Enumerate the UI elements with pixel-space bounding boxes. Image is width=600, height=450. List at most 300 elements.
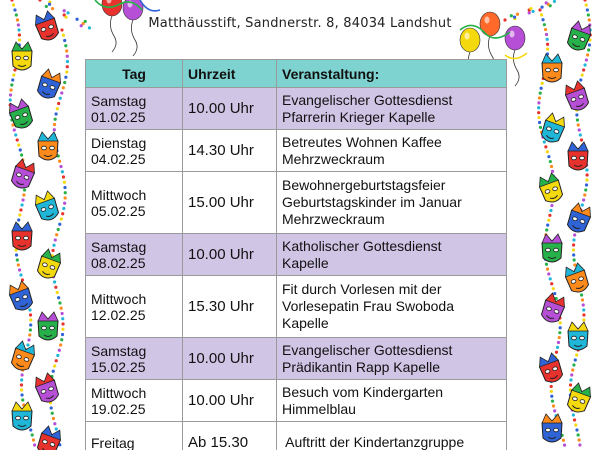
confetti-bead	[549, 209, 552, 212]
confetti-bead	[581, 203, 584, 206]
carnival-mask-icon	[35, 248, 63, 281]
confetti-bead	[558, 336, 561, 339]
confetti-bead	[569, 383, 572, 386]
carnival-mask-icon	[562, 80, 590, 113]
confetti-bead	[11, 78, 14, 81]
confetti-bead	[572, 248, 575, 251]
carnival-mask-icon	[568, 322, 588, 350]
event-line: Mehrzweckraum	[282, 211, 385, 227]
confetti-bead	[541, 82, 544, 85]
confetti-bead	[57, 228, 60, 231]
confetti-bead	[581, 298, 584, 301]
confetti-bead	[63, 202, 66, 205]
confetti-bead	[573, 418, 576, 421]
confetti-bead	[550, 395, 553, 398]
cell-day	[86, 88, 183, 130]
confetti-bead	[570, 373, 573, 376]
confetti-bead	[60, 217, 63, 220]
carnival-mask-icon	[568, 142, 588, 170]
carnival-mask-icon	[6, 98, 34, 131]
date-label: 04.02.25	[91, 150, 146, 167]
cell-event	[277, 380, 507, 422]
confetti-bead	[17, 263, 20, 266]
confetti-bead	[19, 273, 22, 276]
date-label: 05.02.25	[91, 202, 146, 219]
confetti-bead	[545, 228, 548, 231]
confetti-bead	[52, 244, 55, 247]
cell-time: 10.00 Uhr	[183, 88, 277, 130]
confetti-bead	[65, 49, 68, 52]
confetti-bead	[559, 326, 562, 329]
confetti-bead	[577, 433, 580, 436]
confetti-bead	[62, 175, 65, 178]
cell-time: 15.00 Uhr	[183, 172, 277, 234]
confetti-bead	[13, 128, 16, 131]
confetti-bead	[557, 341, 560, 344]
confetti-bead	[547, 272, 550, 275]
confetti-bead	[574, 358, 577, 361]
confetti-bead	[28, 308, 31, 311]
confetti-bead	[20, 203, 23, 206]
confetti-bead	[22, 193, 25, 196]
confetti-bead	[582, 198, 585, 201]
confetti-bead	[9, 98, 12, 101]
carnival-mask-icon	[565, 202, 593, 235]
confetti-bead	[537, 106, 540, 109]
confetti-bead	[585, 178, 588, 181]
confetti-bead	[17, 143, 20, 146]
carnival-mask-icon	[12, 42, 32, 70]
event-line: Pfarrerin Krieger Kapelle	[282, 108, 436, 125]
cell-time: 14.30 Uhr	[183, 130, 277, 172]
carnival-mask-icon	[32, 372, 60, 405]
carnival-mask-icon	[562, 262, 590, 295]
confetti-bead	[578, 443, 581, 446]
confetti-bead	[28, 333, 31, 336]
confetti-bead	[60, 307, 63, 310]
confetti-bead	[547, 219, 550, 222]
confetti-bead	[64, 191, 67, 194]
cell-day	[86, 422, 183, 450]
cell-day	[86, 338, 183, 380]
confetti-bead	[582, 308, 585, 311]
confetti-bead	[577, 123, 580, 126]
confetti-bead	[19, 208, 22, 211]
event-line: Kapelle	[282, 254, 329, 271]
confetti-bead	[14, 133, 17, 136]
confetti-bead	[52, 370, 55, 373]
carnival-mask-icon	[32, 190, 60, 223]
event-schedule-table	[85, 59, 507, 450]
carnival-mask-icon	[536, 352, 564, 385]
confetti-bead	[59, 165, 62, 168]
confetti-bead	[51, 249, 54, 252]
confetti-bead	[56, 291, 59, 294]
confetti-bead	[572, 243, 575, 246]
confetti-bead	[580, 293, 583, 296]
carnival-mask-icon	[9, 158, 37, 191]
confetti-bead	[553, 409, 556, 412]
confetti-bead	[55, 233, 58, 236]
date-label: 12.02.25	[91, 306, 146, 323]
confetti-bead	[582, 313, 585, 316]
confetti-bead	[20, 153, 23, 156]
confetti-bead	[32, 438, 35, 441]
confetti-bead	[550, 165, 553, 168]
confetti-bead	[571, 368, 574, 371]
confetti-bead	[548, 214, 551, 217]
date-label: 01.02.25	[91, 108, 146, 125]
event-line: Katholischer Gottesdienst	[282, 237, 442, 254]
cell-time: Ab 15.30	[183, 422, 277, 450]
confetti-bead	[27, 338, 30, 341]
confetti-bead	[576, 118, 579, 121]
weekday-label: Freitag	[91, 434, 135, 450]
confetti-bead	[583, 193, 586, 196]
confetti-bead	[537, 111, 540, 114]
confetti-bead	[550, 390, 553, 393]
cell-event	[277, 130, 507, 172]
cell-event	[277, 172, 507, 234]
confetti-bead	[64, 76, 67, 79]
confetti-bead	[569, 378, 572, 381]
confetti-bead	[584, 188, 587, 191]
confetti-bead	[551, 400, 554, 403]
confetti-bead	[574, 423, 577, 426]
confetti-bead	[23, 188, 26, 191]
confetti-bead	[545, 263, 548, 266]
confetti-bead	[585, 3, 588, 6]
confetti-bead	[538, 8, 541, 11]
confetti-bead	[59, 97, 62, 100]
event-line: Evangelischer Gottesdienst	[282, 91, 453, 108]
confetti-bead	[572, 238, 575, 241]
confetti-bead	[540, 6, 543, 9]
confetti-bead	[33, 443, 36, 446]
carnival-mask-icon	[12, 222, 32, 250]
confetti-bead	[20, 383, 23, 386]
carnival-mask-icon	[536, 172, 564, 205]
confetti-bead	[63, 9, 66, 12]
confetti-bead	[580, 138, 583, 141]
confetti-bead	[60, 338, 63, 341]
confetti-bead	[52, 417, 55, 420]
confetti-bead	[19, 148, 22, 151]
cell-day	[86, 234, 183, 276]
confetti-bead	[64, 44, 67, 47]
confetti-bead	[18, 33, 21, 36]
cell-event	[277, 234, 507, 276]
confetti-bead	[9, 93, 12, 96]
confetti-bead	[558, 331, 561, 334]
date-label: 15.02.25	[91, 358, 146, 375]
confetti-bead	[529, 7, 532, 10]
confetti-bead	[53, 128, 56, 131]
confetti-bead	[546, 268, 549, 271]
confetti-bead	[563, 444, 566, 447]
confetti-bead	[556, 346, 559, 349]
cell-time: 10.00 Uhr	[183, 380, 277, 422]
confetti-bead	[60, 91, 63, 94]
confetti-bead	[54, 118, 57, 121]
confetti-bead	[15, 253, 18, 256]
confetti-bead	[585, 173, 588, 176]
carnival-mask-icon	[38, 312, 58, 340]
venue-address: Matthäusstift, Sandnerstr. 8, 84034 Landshut	[148, 16, 452, 31]
confetti-bead	[575, 428, 578, 431]
confetti-bead	[57, 102, 60, 105]
confetti-bead	[20, 373, 23, 376]
confetti-bead	[61, 333, 64, 336]
confetti-bead	[66, 11, 69, 14]
date-label: 19.02.25	[91, 400, 146, 417]
confetti-bead	[66, 60, 69, 63]
confetti-bead	[575, 353, 578, 356]
confetti-bead	[56, 354, 59, 357]
confetti-bead	[17, 218, 20, 221]
confetti-bead	[545, 33, 548, 36]
confetti-bead	[582, 303, 585, 306]
confetti-bead	[546, 38, 549, 41]
table-row	[86, 338, 507, 380]
confetti-bead	[559, 321, 562, 324]
confetti-bead	[53, 422, 56, 425]
confetti-bead	[53, 364, 56, 367]
confetti-bead	[45, 5, 48, 8]
streamer	[505, 53, 527, 59]
confetti-bead	[54, 238, 57, 241]
confetti-bead	[572, 413, 575, 416]
weekday-label: Samstag	[91, 342, 147, 359]
confetti-bead	[582, 318, 585, 321]
event-line: Geburtstagskinder im Januar	[282, 194, 462, 210]
confetti-bead	[549, 160, 552, 163]
confetti-bead	[53, 280, 56, 283]
confetti-bead	[539, 92, 542, 95]
confetti-bead	[58, 160, 61, 163]
weekday-label: Dienstag	[91, 134, 147, 151]
confetti-bead	[582, 68, 585, 71]
confetti-bead	[38, 0, 41, 2]
confetti-bead	[13, 8, 16, 11]
confetti-bead	[29, 313, 32, 316]
carnival-mask-icon	[539, 112, 567, 145]
confetti-bead	[54, 112, 57, 115]
confetti-bead	[547, 155, 550, 158]
confetti-bead	[540, 87, 543, 90]
confetti-bead	[531, 10, 534, 13]
confetti-bead	[60, 312, 63, 315]
table-row	[86, 380, 507, 422]
confetti-bead	[585, 183, 588, 186]
confetti-bead	[58, 223, 61, 226]
weekday-label: Mittwoch	[91, 186, 147, 203]
confetti-bead	[13, 68, 16, 71]
date-label: 08.02.25	[91, 254, 146, 271]
confetti-bead	[585, 168, 588, 171]
event-line: Evangelischer Gottesdienst	[282, 341, 453, 358]
confetti-bead	[31, 433, 34, 436]
confetti-bead	[572, 253, 575, 256]
event-line: Prädikantin Rapp Kapelle	[282, 358, 440, 375]
confetti-bead	[586, 53, 589, 56]
carnival-mask-icon	[35, 68, 63, 101]
confetti-bead	[9, 88, 12, 91]
confetti-bead	[59, 343, 62, 346]
confetti-bead	[537, 116, 540, 119]
confetti-bead	[578, 438, 581, 441]
confetti-bead	[549, 277, 552, 280]
confetti-bead	[16, 258, 19, 261]
confetti-bead	[546, 224, 549, 227]
confetti-bead	[61, 328, 64, 331]
confetti-bead	[63, 186, 66, 189]
weekday-label: Samstag	[91, 92, 147, 109]
confetti-bead	[18, 38, 21, 41]
confetti-bead	[545, 1, 548, 4]
confetti-bead	[546, 48, 549, 51]
cell-time: 10.00 Uhr	[183, 234, 277, 276]
event-line: Besuch vom Kindergarten	[282, 383, 444, 400]
confetti-bead	[586, 8, 589, 11]
confetti-bead	[26, 343, 29, 346]
table-row	[86, 422, 507, 450]
confetti-bead	[538, 121, 541, 124]
weekday-label: Mittwoch	[91, 384, 147, 401]
column-header-time: Uhrzeit	[183, 60, 277, 88]
confetti-bead	[29, 323, 32, 326]
confetti-bead	[588, 43, 591, 46]
carnival-mask-icon	[12, 402, 32, 430]
confetti-bead	[64, 196, 67, 199]
confetti-bead	[583, 0, 586, 2]
confetti-bead	[63, 39, 66, 42]
carnival-mask-icon	[565, 382, 593, 415]
confetti-bead	[552, 404, 555, 407]
weekday-label: Samstag	[91, 238, 147, 255]
confetti-bead	[539, 126, 542, 129]
confetti-bead	[553, 0, 556, 3]
confetti-bead	[29, 318, 32, 321]
confetti-bead	[61, 322, 64, 325]
confetti-bead	[54, 286, 57, 289]
confetti-bead	[572, 363, 575, 366]
confetti-bead	[10, 0, 13, 2]
cell-day	[86, 380, 183, 422]
event-line: Betreutes Wohnen Kaffee	[282, 133, 442, 150]
confetti-bead	[29, 428, 32, 431]
confetti-bead	[48, 3, 51, 6]
confetti-bead	[573, 233, 576, 236]
event-line: Bewohnergeburtstagsfeier	[282, 177, 446, 193]
confetti-bead	[550, 385, 553, 388]
carnival-mask-icon	[38, 132, 58, 160]
confetti-bead	[58, 301, 61, 304]
confetti-bead	[550, 204, 553, 207]
confetti-bead	[20, 378, 23, 381]
confetti-bead	[544, 145, 547, 148]
cell-event	[277, 276, 507, 338]
column-header-event: Veranstaltung:	[277, 60, 507, 88]
confetti-bead	[575, 113, 578, 116]
confetti-bead	[583, 63, 586, 66]
confetti-bead	[53, 123, 56, 126]
confetti-bead	[21, 398, 24, 401]
confetti-bead	[62, 86, 65, 89]
table-row	[86, 130, 507, 172]
confetti-bead	[55, 427, 58, 430]
confetti-bead	[555, 351, 558, 354]
cell-day	[86, 130, 183, 172]
confetti-bead	[543, 140, 546, 143]
confetti-bead	[573, 258, 576, 261]
cell-time: 15.30 Uhr	[183, 276, 277, 338]
carnival-mask-icon	[542, 54, 562, 82]
cell-day	[86, 172, 183, 234]
confetti-bead	[65, 70, 68, 73]
confetti-bead	[552, 287, 555, 290]
table-row	[86, 276, 507, 338]
event-line: Fit durch Vorlesen mit der	[282, 281, 442, 297]
confetti-bead	[57, 296, 60, 299]
confetti-bead	[562, 439, 565, 442]
confetti-bead	[61, 170, 64, 173]
table-row	[86, 172, 507, 234]
event-line: Auftritt der Kindertanzgruppe	[282, 434, 465, 450]
confetti-bead	[579, 78, 582, 81]
confetti-bead	[538, 96, 541, 99]
confetti-bead	[18, 213, 21, 216]
confetti-bead	[537, 101, 540, 104]
confetti-bead	[546, 150, 549, 153]
confetti-bead	[62, 34, 65, 37]
confetti-bead	[63, 181, 66, 184]
cell-event	[277, 422, 507, 450]
carnival-mask-icon	[539, 292, 567, 325]
weekday-label: Mittwoch	[91, 290, 147, 307]
cell-day	[86, 276, 183, 338]
confetti-bead	[62, 207, 65, 210]
confetti-bead	[58, 349, 61, 352]
confetti-bead	[18, 268, 21, 271]
confetti-bead	[12, 73, 15, 76]
confetti-bead	[66, 65, 69, 68]
carnival-mask-icon	[542, 414, 562, 442]
confetti-bead	[21, 198, 24, 201]
column-header-day: Tag	[86, 60, 183, 88]
cell-event	[277, 88, 507, 130]
table-header-row	[86, 60, 507, 88]
confetti-bead	[20, 393, 23, 396]
confetti-bead	[578, 128, 581, 131]
confetti-bead	[63, 81, 66, 84]
cell-time: 10.00 Uhr	[183, 338, 277, 380]
confetti-bead	[20, 388, 23, 391]
table-row	[86, 234, 507, 276]
carnival-mask-icon	[542, 234, 562, 262]
confetti-bead	[61, 212, 64, 215]
confetti-bead	[550, 282, 553, 285]
event-line: Kapelle	[282, 315, 329, 331]
confetti-bead	[61, 317, 64, 320]
table-row	[86, 88, 507, 130]
confetti-bead	[553, 292, 556, 295]
confetti-bead	[10, 83, 13, 86]
cell-event	[277, 338, 507, 380]
event-line: Mehrzweckraum	[282, 150, 385, 167]
event-line: Himmelblau	[282, 400, 356, 417]
confetti-bead	[581, 73, 584, 76]
